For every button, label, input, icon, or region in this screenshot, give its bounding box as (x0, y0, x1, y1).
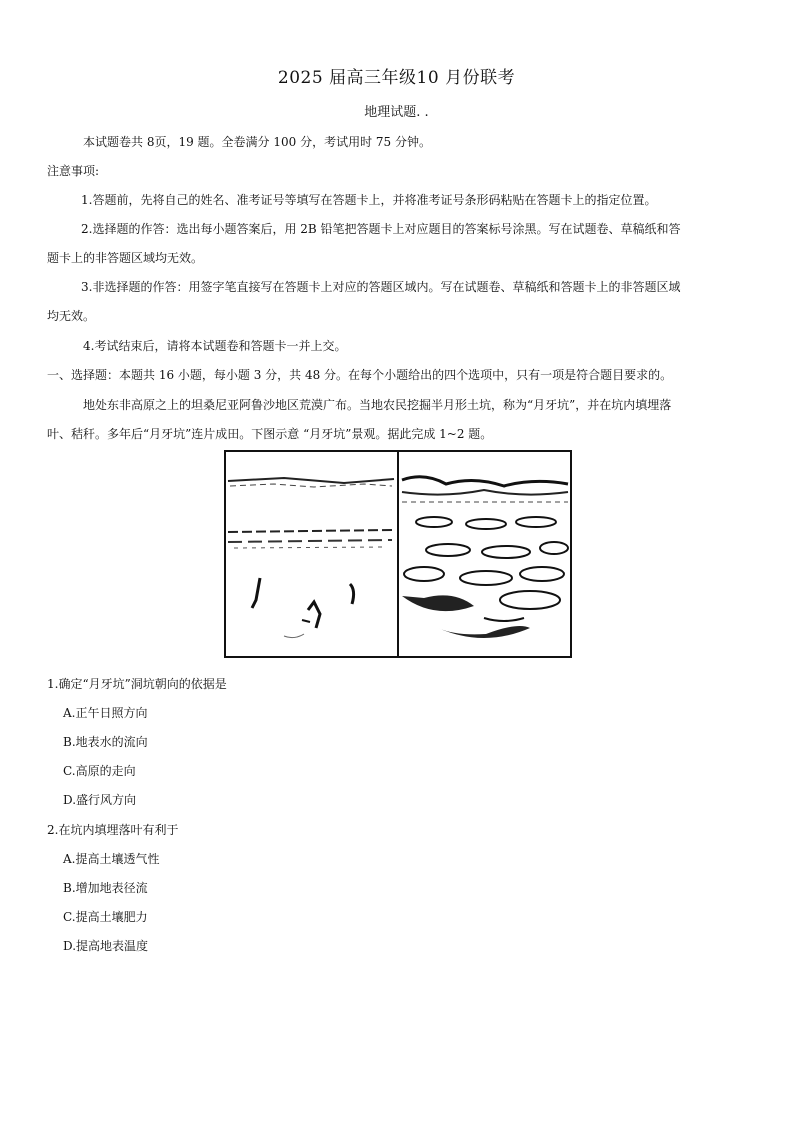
landscape-figure (224, 450, 572, 658)
notice-heading: 注意事项: (47, 164, 100, 178)
notice-item-1: 1.答题前，先将自己的姓名、准考证号等填写在答题卡上，并将准考证号条形码粘贴在答题卡上的指定位置。 (81, 193, 657, 207)
question-2-option-d: D.提高地表温度 (63, 939, 149, 953)
question-1-stem: 1.确定“月牙坑”洞坑朝向的依据是 (47, 677, 227, 691)
question-2-option-b: B.增加地表径流 (63, 881, 148, 895)
landscape-photo-drawing (224, 450, 572, 658)
passage-line-1: 地处东非高原之上的坦桑尼亚阿鲁沙地区荒漠广布。当地农民挖掘半月形土坑，称为“月牙坑”，并在坑内填埋落 (83, 398, 672, 412)
question-1-option-b: B.地表水的流向 (63, 735, 148, 749)
page-subtitle: 地理试题. . (364, 105, 429, 120)
section-heading: 一、选择题：本题共 16 小题，每小题 3 分，共 48 分。在每个小题给出的四个选项中，只有一项是符合题目要求的。 (47, 368, 673, 382)
page-title: 2025 届高三年级10 月份联考 (277, 68, 516, 88)
passage-line-2: 叶、秸秆。多年后“月牙坑”连片成田。下图示意 “月牙坑”景观。据此完成 1~2 题。 (47, 427, 493, 441)
question-2-stem: 2.在坑内填埋落叶有利于 (47, 823, 179, 837)
notice-item-4: 4.考试结束后，请将本试题卷和答题卡一并上交。 (83, 339, 347, 353)
notice-item-2-line-1: 2.选择题的作答：选出每小题答案后，用 2B 铅笔把答题卡上对应题目的答案标号涂黑。写在试题卷、草稿纸和答 (81, 222, 681, 236)
exam-intro: 本试题卷共 8页，19 题。全卷满分 100 分，考试用时 75 分钟。 (83, 135, 431, 149)
notice-item-3-line-1: 3.非选择题的作答：用签字笔直接写在答题卡上对应的答题区域内。写在试题卷、草稿纸和答题卡上的非答题区域 (81, 280, 681, 294)
question-1-option-d: D.盛行风方向 (63, 793, 137, 807)
question-2-option-c: C.提高土壤肥力 (63, 910, 148, 924)
notice-item-3-line-2: 均无效。 (47, 309, 96, 323)
question-2-option-a: A.提高土壤透气性 (63, 852, 160, 866)
question-1-option-a: A.正午日照方向 (63, 706, 148, 720)
notice-item-2-line-2: 题卡上的非答题区域均无效。 (47, 251, 204, 265)
question-1-option-c: C.高原的走向 (63, 764, 136, 778)
